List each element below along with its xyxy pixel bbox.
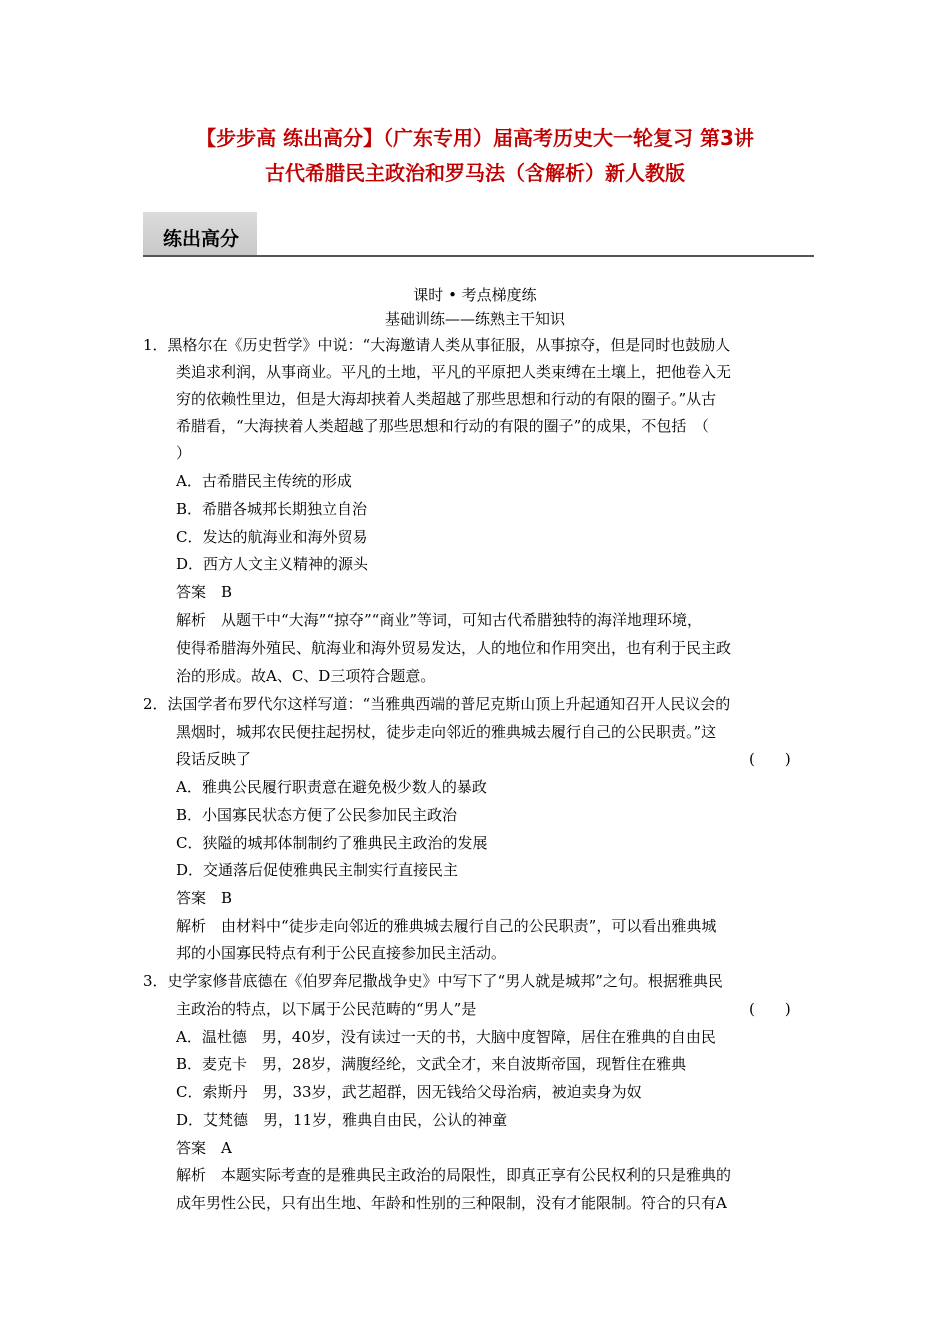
q1-explanation: 治的形成。故A、C、D三项符合题意。: [176, 667, 436, 685]
q2-stem: 段话反映了: [176, 750, 252, 768]
q2-explanation: 邦的小国寡民特点有利于公民直接参加民主活动。: [176, 944, 507, 962]
q2-option-b: B．小国寡民状态方便了公民参加民主政治: [176, 806, 458, 824]
section-banner-label: 练出高分: [163, 228, 240, 250]
section-banner: [143, 212, 257, 256]
document-title-line1: 【步步高 练出高分】（广东专用）届高考历史大一轮复习 第3讲: [196, 126, 754, 150]
subtitle-lesson: 课时 • 考点梯度练: [413, 286, 537, 304]
q2-stem: 黑烟时，城邦农民便拄起拐杖，徒步走向邻近的雅典城去履行自己的公民职责。”这: [176, 723, 717, 741]
section-divider: [143, 255, 814, 257]
q3-option-b: B．麦克卡 男，28岁，满腹经纶，文武全才，来自波斯帝国，现暂住在雅典: [176, 1055, 687, 1073]
q1-option-c: C．发达的航海业和海外贸易: [176, 528, 368, 546]
q3-option-c: C．索斯丹 男，33岁，武艺超群，因无钱给父母治病，被迫卖身为奴: [176, 1083, 642, 1101]
q3-answer: 答案 A: [176, 1139, 232, 1157]
q1-option-a: A．古希腊民主传统的形成: [176, 472, 352, 490]
q3-stem: 3．史学家修昔底德在《伯罗奔尼撒战争史》中写下了“男人就是城邦”之句。根据雅典民: [143, 972, 723, 990]
q1-stem: ）: [176, 444, 192, 462]
q3-explanation: 解析 本题实际考查的是雅典民主政治的局限性，即真正享有公民权利的只是雅典的: [176, 1166, 732, 1184]
q1-stem: 穷的依赖性里边，但是大海却挟着人类超越了那些思想和行动的有限的圈子。”从古: [176, 390, 717, 408]
q3-option-d: D．艾梵德 男，11岁，雅典自由民，公认的神童: [176, 1111, 508, 1129]
q2-option-a: A．雅典公民履行职责意在避免极少数人的暴政: [176, 778, 487, 796]
q3-stem: 主政治的特点，以下属于公民范畴的“男人”是: [176, 1000, 477, 1018]
q2-explanation: 解析 由材料中“徒步走向邻近的雅典城去履行自己的公民职责”，可以看出雅典城: [176, 917, 717, 935]
q2-answer-blank: ( ): [749, 750, 791, 768]
q2-stem: 2．法国学者布罗代尔这样写道：“当雅典西端的普尼克斯山顶上升起通知召开人民议会的: [143, 695, 731, 713]
q1-explanation: 使得希腊海外殖民、航海业和海外贸易发达，人的地位和作用突出，也有利于民主政: [176, 639, 732, 657]
q1-stem: 希腊看，“大海挟着人类超越了那些思想和行动的有限的圈子”的成果，不包括 （: [176, 417, 709, 435]
document-title-line2: 古代希腊民主政治和罗马法（含解析）新人教版: [265, 161, 685, 185]
q1-option-b: B．希腊各城邦长期独立自治: [176, 500, 368, 518]
q1-stem: 1．黑格尔在《历史哲学》中说：“大海邀请人类从事征服，从事掠夺，但是同时也鼓励人: [143, 336, 731, 354]
q1-explanation: 解析 从题干中“大海”“掠夺”“商业”等词，可知古代希腊独特的海洋地理环境，: [176, 611, 703, 629]
q3-explanation: 成年男性公民，只有出生地、年龄和性别的三种限制，没有才能限制。符合的只有A: [176, 1194, 727, 1212]
q2-option-c: C．狭隘的城邦体制制约了雅典民主政治的发展: [176, 834, 488, 852]
subtitle-training: 基础训练——练熟主干知识: [384, 310, 565, 328]
q3-answer-blank: ( ): [749, 1000, 791, 1018]
q2-option-d: D．交通落后促使雅典民主制实行直接民主: [176, 861, 459, 879]
q3-option-a: A．温杜德 男，40岁，没有读过一天的书，大脑中度智障，居住在雅典的自由民: [176, 1028, 716, 1046]
q2-answer: 答案 B: [176, 889, 233, 907]
q1-answer: 答案 B: [176, 583, 233, 601]
q1-stem: 类追求利润，从事商业。平凡的土地，平凡的平原把人类束缚在土壤上，把他卷入无: [176, 363, 732, 381]
q1-option-d: D．西方人文主义精神的源头: [176, 555, 369, 573]
